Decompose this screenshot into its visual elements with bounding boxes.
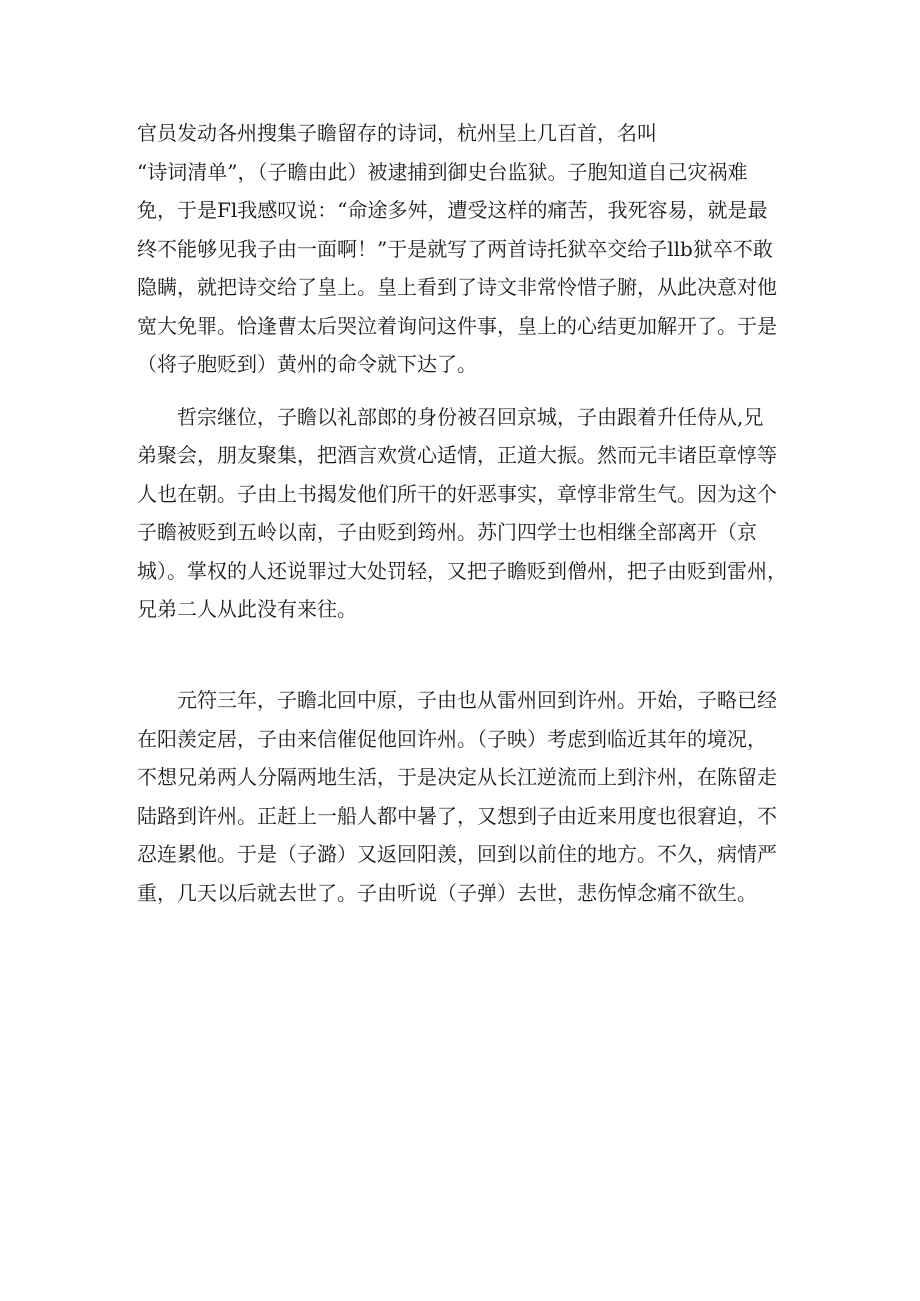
text-line: 忍连累他。于是（子潞）又返回阳羡，回到以前住的地方。不久，病情严: [137, 842, 777, 866]
text-line: 元符三年，子瞻北回中原，子由也从雷州回到许州。开始，子略已经: [177, 688, 777, 712]
text-line: “诗词清单”，（子瞻由此）被逮捕到御史台监狱。子胞知道自己灾祸难: [137, 159, 748, 184]
text-line: 子瞻被贬到五岭以南，子由贬到筠州。苏门四学士也相继全部离开（京: [137, 520, 757, 544]
text-line: 免，于是Fl我感叹说：“命途多舛，遭受这样的痛苦，我死容易，就是最: [137, 198, 768, 222]
text-line: [137, 629, 797, 668]
text-line: 兄弟二人从此没有来往。: [137, 597, 357, 621]
text-line: 官员发动各州搜集子瞻留存的诗词，杭州呈上几百首，名叫: [137, 121, 657, 145]
text-line: 宽大免罪。恰逢曹太后哭泣着询问这件事，皇上的心结更加解开了。于是: [137, 313, 777, 338]
paragraph-3: [137, 681, 797, 912]
text-line: 在阳羡定居，子由来信催促他回许州。（子映）考虑到临近其年的境况，: [137, 726, 767, 751]
text-line: 重，几天以后就去世了。子由听说（子弹）去世，悲伤悼念痛不欲生。: [137, 880, 757, 905]
text-line: （将子胞贬到）黄州的命令就下达了。: [137, 352, 477, 376]
text-line: 隐瞒，就把诗交给了皇上。皇上看到了诗文非常怜惜子腑，从此决意对他: [137, 275, 777, 299]
text-line: 陆路到许州。正赶上一船人都中暑了，又想到子由近来用度也很窘迫，不: [137, 803, 777, 828]
paragraph-2: [137, 398, 797, 668]
text-line: 不想兄弟两人分隔两地生活，于是决定从长江逆流而上到汴州，在陈留走: [137, 765, 777, 789]
text-line: 哲宗继位，子瞻以礼部郎的身份被召回京城，子由跟着升任侍从,兄: [177, 404, 764, 429]
text-line: 人也在朝。子由上书揭发他们所干的奸恶事实，章惇非常生气。因为这个: [137, 481, 777, 506]
text-line: 弟聚会，朋友聚集，把酒言欢赏心适情，正道大振。然而元丰诸臣章惇等: [137, 443, 777, 467]
document-body: [137, 114, 797, 912]
paragraph-1: [137, 114, 797, 384]
text-line: 城）。掌权的人还说罪过大处罚轻，又把子瞻贬到僧州，把子由贬到雷州，: [137, 558, 787, 583]
text-line: 终不能够见我子由一面啊！”于是就写了两首诗托狱卒交给子llb狱卒不敢: [137, 236, 773, 261]
